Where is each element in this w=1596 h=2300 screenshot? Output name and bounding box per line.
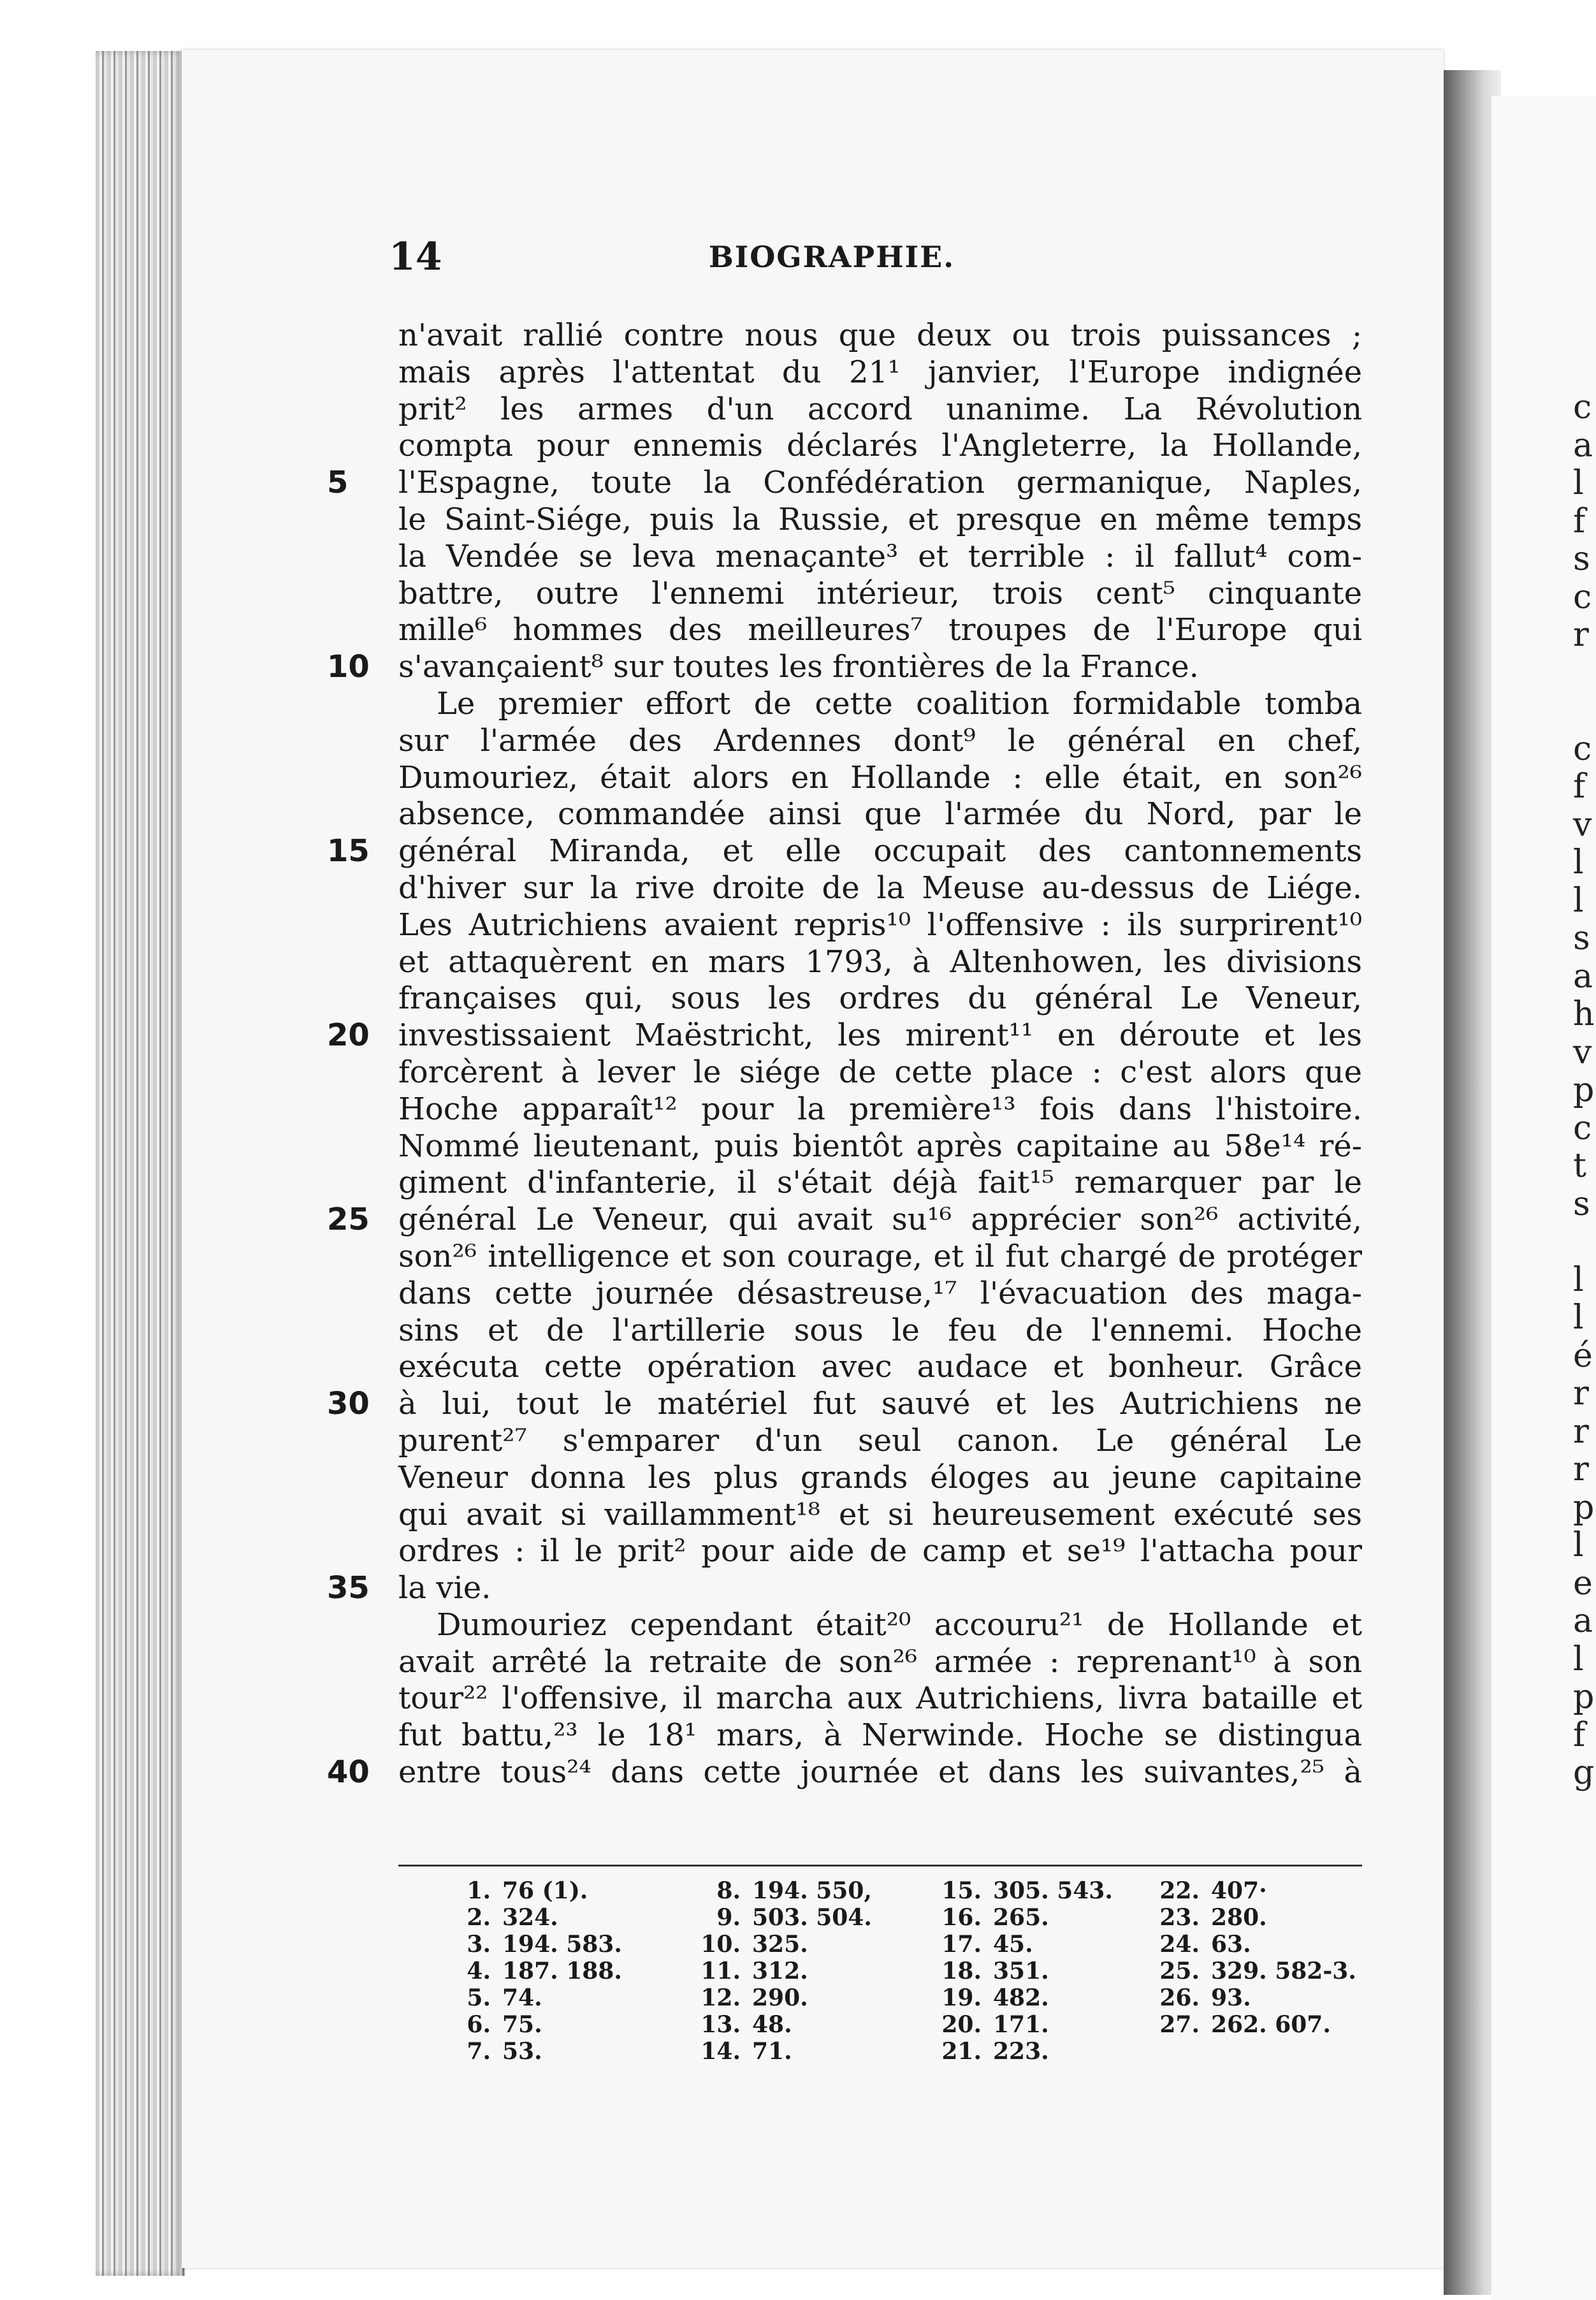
footnote-number: 18.	[941, 1958, 982, 1984]
footnote-number: 12.	[700, 1984, 741, 2011]
line-number: 30	[327, 1386, 370, 1422]
line-text: le Saint-Siége, puis la Russie, et presque en même temps	[398, 501, 1362, 537]
facing-page-letter: l	[1573, 1299, 1584, 1337]
footnote	[696, 1877, 872, 1904]
facing-page-letter: p	[1573, 1678, 1595, 1716]
text-line	[327, 465, 1362, 502]
line-text: battre, outre l'ennemi intérieur, trois cent⁵ cinquante	[398, 575, 1362, 611]
line-text: la Vendée se leva menaçante³ et terrible : il fallut⁴ com-	[398, 538, 1362, 574]
text-line	[398, 1239, 1362, 1276]
facing-page-letter: f	[1573, 768, 1586, 806]
footnote-reference: 329. 582-3.	[1211, 1958, 1356, 1984]
facing-page-letter: l	[1573, 1640, 1584, 1678]
text-line	[327, 833, 1362, 870]
footnote-number: 2.	[467, 1904, 491, 1931]
line-number: 5	[327, 465, 349, 501]
text-line	[398, 502, 1362, 539]
line-number: 40	[327, 1754, 370, 1791]
footnote	[937, 1958, 1113, 1984]
line-text: qui avait si vaillamment¹⁸ et si heureusement exécuté ses	[398, 1496, 1362, 1532]
text-line	[398, 723, 1362, 760]
facing-page-letter: f	[1573, 502, 1586, 541]
footnote	[1155, 1877, 1356, 1904]
footnote-reference: 194. 583.	[502, 1931, 622, 1958]
footnote-reference: 312.	[752, 1958, 808, 1984]
line-text: Dumouriez, était alors en Hollande : elle était, en son²⁶	[398, 759, 1362, 796]
footnote-number: 17.	[941, 1931, 982, 1958]
text-line	[398, 1165, 1362, 1202]
text-line	[327, 1754, 1362, 1791]
text-line	[398, 1128, 1362, 1165]
text-line	[398, 612, 1362, 649]
footnote	[937, 1877, 1113, 1904]
line-text: à lui, tout le matériel fut sauvé et les Autrichiens ne	[398, 1386, 1362, 1422]
text-line	[398, 428, 1362, 465]
line-text: d'hiver sur la rive droite de la Meuse au-dessus de Liége.	[398, 870, 1362, 906]
text-line	[398, 1423, 1362, 1460]
text-line	[327, 649, 1362, 686]
footnote-column	[937, 1877, 1113, 2065]
facing-page-letter	[1573, 655, 1596, 693]
line-text: investissaient Maëstricht, les mirent¹¹ en déroute et les	[398, 1017, 1362, 1054]
text-line	[398, 1497, 1362, 1534]
facing-page-letter	[1573, 1223, 1596, 1262]
footnote-reference: 503. 504.	[752, 1904, 872, 1931]
footnote-number: 5.	[467, 1984, 491, 2011]
facing-page-letter: r	[1573, 1374, 1589, 1413]
footnote-number: 24.	[1159, 1931, 1200, 1958]
text-line	[398, 317, 1362, 354]
footnote-number: 16.	[941, 1904, 982, 1931]
text-line	[398, 870, 1362, 907]
text-line	[398, 1349, 1362, 1386]
running-title: BIOGRAPHIE.	[708, 240, 955, 274]
footnote-reference: 194. 550,	[752, 1877, 872, 1904]
line-text: tour²² l'offensive, il marcha aux Autrichiens, livra bataille et	[398, 1680, 1362, 1717]
facing-page-letter: e	[1573, 1564, 1593, 1603]
footnote-number: 14.	[700, 2038, 741, 2065]
footnote-reference: 75.	[502, 2011, 542, 2038]
footnote-reference: 482.	[993, 1984, 1049, 2011]
line-text: Les Autrichiens avaient repris¹⁰ l'offensive : ils surprirent¹⁰	[398, 906, 1362, 943]
footnote-reference: 171.	[993, 2011, 1049, 2038]
facing-page-letter: c	[1573, 1109, 1592, 1147]
facing-page-letter: r	[1573, 616, 1589, 654]
text-line	[398, 391, 1362, 428]
footnote-number: 4.	[467, 1958, 491, 1984]
footnote-number: 10.	[700, 1931, 741, 1958]
footnote	[696, 2011, 872, 2038]
line-text: sins et de l'artillerie sous le feu de l'ennemi. Hoche	[398, 1312, 1362, 1348]
text-line	[398, 760, 1362, 797]
footnote-reference: 53.	[502, 2038, 542, 2065]
footnote-number: 20.	[941, 2011, 982, 2038]
facing-page-letter: f	[1573, 1715, 1586, 1754]
footnote-number: 7.	[467, 2038, 491, 2065]
footnote-column	[1155, 1877, 1356, 2038]
footnote-number: 23.	[1159, 1904, 1200, 1931]
facing-page-letter: p	[1573, 1488, 1595, 1527]
footnote-number: 26.	[1159, 1984, 1200, 2011]
footnote	[1155, 1904, 1356, 1931]
line-text: et attaquèrent en mars 1793, à Altenhowen, les divisions	[398, 943, 1362, 980]
footnote	[446, 1877, 622, 1904]
footnote-reference: 93.	[1211, 1984, 1251, 2011]
line-number: 25	[327, 1202, 370, 1238]
text-line	[398, 944, 1362, 981]
footnote	[1155, 1958, 1356, 1984]
page-header	[182, 235, 1444, 279]
facing-page-letter: a	[1573, 1602, 1593, 1640]
facing-page-letter: t	[1573, 1147, 1586, 1185]
facing-page-letter: é	[1573, 1336, 1593, 1375]
footnote	[696, 2038, 872, 2065]
facing-page-letter: s	[1573, 1184, 1590, 1223]
footnote-number: 15.	[941, 1877, 982, 1904]
text-line	[398, 1607, 1362, 1644]
body-text	[327, 317, 1362, 1791]
line-text: mais après l'attentat du 21¹ janvier, l'Europe indignée	[398, 354, 1362, 390]
footnote-divider	[398, 1865, 1362, 1867]
line-text: Dumouriez cependant était²⁰ accouru²¹ de Hollande et	[437, 1606, 1362, 1643]
text-line	[398, 539, 1362, 576]
footnote-number: 6.	[467, 2011, 491, 2038]
footnote	[446, 1904, 622, 1931]
line-text: fut battu,²³ le 18¹ mars, à Nerwinde. Hoche se distingua	[398, 1717, 1362, 1754]
footnote-number: 21.	[941, 2038, 982, 2065]
line-text: prit² les armes d'un accord unanime. La Révolution	[398, 391, 1362, 427]
text-line	[398, 1313, 1362, 1350]
footnote-number: 25.	[1159, 1958, 1200, 1984]
text-line	[327, 1202, 1362, 1239]
text-line	[398, 1054, 1362, 1091]
page-edges	[96, 51, 185, 2276]
footnote-reference: 223.	[993, 2038, 1049, 2065]
line-text: absence, commandée ainsi que l'armée du Nord, par le	[398, 796, 1362, 833]
line-number: 10	[327, 649, 370, 685]
facing-page-letter: g	[1573, 1754, 1595, 1792]
footnote-reference: 63.	[1211, 1931, 1251, 1958]
footnote-reference: 280.	[1211, 1904, 1267, 1931]
footnote	[446, 1958, 622, 1984]
facing-page-letter: l	[1573, 1526, 1584, 1564]
footnote-reference: 45.	[993, 1931, 1033, 1958]
facing-page-letter: p	[1573, 1071, 1595, 1109]
text-line	[398, 1644, 1362, 1681]
facing-page-letter: c	[1573, 729, 1592, 768]
footnote-number: 27.	[1159, 2011, 1200, 2038]
facing-page-letter: a	[1573, 957, 1593, 996]
page-number: 14	[389, 235, 442, 279]
footnote-number: 8.	[716, 1877, 741, 1904]
footnote	[937, 1904, 1113, 1931]
footnote-reference: 325.	[752, 1931, 808, 1958]
text-line	[398, 907, 1362, 944]
line-text: françaises qui, sous les ordres du général Le Veneur,	[398, 980, 1362, 1017]
footnote-number: 11.	[700, 1958, 741, 1984]
line-text: s'avançaient⁸ sur toutes les frontières de la France.	[398, 649, 1199, 685]
line-text: l'Espagne, toute la Confédération germanique, Naples,	[398, 465, 1362, 501]
text-line	[327, 1570, 1362, 1607]
footnote-reference: 76 (1).	[502, 1877, 588, 1904]
line-text: Nommé lieutenant, puis bientôt après capitaine au 58e¹⁴ ré-	[398, 1128, 1362, 1164]
footnote-number: 19.	[941, 1984, 982, 2011]
facing-page-text-fragments	[1573, 389, 1596, 1793]
footnote	[937, 2011, 1113, 2038]
footnote	[446, 2038, 622, 2065]
footnote	[446, 1984, 622, 2011]
facing-page-letter: v	[1573, 1033, 1592, 1072]
facing-page-letter: s	[1573, 540, 1590, 578]
text-line	[398, 1460, 1362, 1497]
footnote-number: 9.	[716, 1904, 741, 1931]
text-line	[398, 1533, 1362, 1570]
line-text: général Miranda, et elle occupait des cantonnements	[398, 833, 1362, 870]
facing-page-letter: c	[1573, 578, 1592, 616]
line-text: la vie.	[398, 1570, 491, 1606]
footnote-reference: 407·	[1211, 1877, 1267, 1904]
footnote	[696, 1958, 872, 1984]
scan-background	[0, 0, 96, 2300]
text-line	[398, 686, 1362, 723]
footnote-reference: 305. 543.	[993, 1877, 1113, 1904]
footnote-reference: 351.	[993, 1958, 1049, 1984]
footnote	[1155, 2011, 1356, 2038]
footnote	[446, 2011, 622, 2038]
footnote-number: 3.	[467, 1931, 491, 1958]
footnote-reference: 71.	[752, 2038, 792, 2065]
line-text: exécuta cette opération avec audace et bonheur. Grâce	[398, 1349, 1362, 1385]
footnote	[1155, 1931, 1356, 1958]
line-text: mille⁶ hommes des meilleures⁷ troupes de l'Europe qui	[398, 612, 1362, 648]
text-line	[398, 354, 1362, 391]
facing-page-letter: l	[1573, 881, 1584, 920]
line-text: général Le Veneur, qui avait su¹⁶ apprécier son²⁶ activité,	[398, 1202, 1362, 1238]
line-text: giment d'infanterie, il s'était déjà fait¹⁵ remarquer par le	[398, 1165, 1362, 1201]
footnote-number: 1.	[467, 1877, 491, 1904]
footnote	[1155, 1984, 1356, 2011]
footnote-reference: 74.	[502, 1984, 542, 2011]
footnote	[696, 1904, 872, 1931]
line-number: 15	[327, 833, 370, 870]
text-line	[398, 1276, 1362, 1313]
facing-page-letter: c	[1573, 388, 1592, 426]
text-line	[398, 980, 1362, 1017]
footnote	[937, 2038, 1113, 2065]
footnote-number: 13.	[700, 2011, 741, 2038]
facing-page-letter: r	[1573, 1412, 1589, 1451]
text-line	[398, 796, 1362, 833]
facing-page-letter: a	[1573, 426, 1593, 465]
facing-page-letter: v	[1573, 805, 1592, 844]
text-line	[398, 1717, 1362, 1754]
footnote	[696, 1931, 872, 1958]
line-text: avait arrêté la retraite de son²⁶ armée : reprenant¹⁰ à son	[398, 1643, 1362, 1680]
footnote-reference: 265.	[993, 1904, 1049, 1931]
line-text: sur l'armée des Ardennes dont⁹ le général en chef,	[398, 722, 1362, 759]
footnote-reference: 324.	[502, 1904, 558, 1931]
line-text: Veneur donna les plus grands éloges au jeune capitaine	[398, 1459, 1362, 1496]
footnote	[937, 1984, 1113, 2011]
line-text: ordres : il le prit² pour aide de camp et se¹⁹ l'attacha pour	[398, 1533, 1362, 1569]
facing-page-letter: r	[1573, 1450, 1589, 1488]
line-text: dans cette journée désastreuse,¹⁷ l'évacuation des maga-	[398, 1275, 1362, 1311]
footnote-reference: 290.	[752, 1984, 808, 2011]
facing-page-letter: l	[1573, 843, 1584, 882]
line-text: Le premier effort de cette coalition formidable tomba	[437, 685, 1362, 722]
line-text: son²⁶ intelligence et son courage, et il fut chargé de protéger	[398, 1238, 1362, 1274]
footnote	[446, 1931, 622, 1958]
line-text: purent²⁷ s'emparer d'un seul canon. Le général Le	[398, 1422, 1362, 1459]
text-line	[327, 1386, 1362, 1423]
line-number: 20	[327, 1017, 370, 1054]
facing-page-letter: h	[1573, 995, 1595, 1033]
facing-page-letter: l	[1573, 1260, 1584, 1299]
facing-page-letter	[1573, 692, 1596, 731]
footnote	[937, 1931, 1113, 1958]
line-text: compta pour ennemis déclarés l'Angleterre, la Hollande,	[398, 428, 1362, 464]
line-text: Hoche apparaît¹² pour la première¹³ fois dans l'histoire.	[398, 1091, 1362, 1127]
text-line	[398, 1680, 1362, 1717]
line-text: forcèrent à lever le siége de cette place : c'est alors que	[398, 1054, 1362, 1090]
footnote-number: 22.	[1159, 1877, 1200, 1904]
facing-page-letter: l	[1573, 464, 1584, 502]
text-line	[398, 1091, 1362, 1128]
line-text: entre tous²⁴ dans cette journée et dans les suivantes,²⁵ à	[398, 1754, 1362, 1791]
footnote	[696, 1984, 872, 2011]
footnote-reference: 48.	[752, 2011, 792, 2038]
facing-page-letter: s	[1573, 919, 1590, 957]
footnote-column	[696, 1877, 872, 2065]
footnote-reference: 262. 607.	[1211, 2011, 1331, 2038]
footnote-column	[446, 1877, 622, 2065]
line-text: n'avait rallié contre nous que deux ou trois puissances ;	[398, 317, 1362, 353]
footnote-reference: 187. 188.	[502, 1958, 622, 1984]
line-number: 35	[327, 1570, 370, 1606]
text-line	[327, 1017, 1362, 1054]
text-line	[398, 576, 1362, 613]
